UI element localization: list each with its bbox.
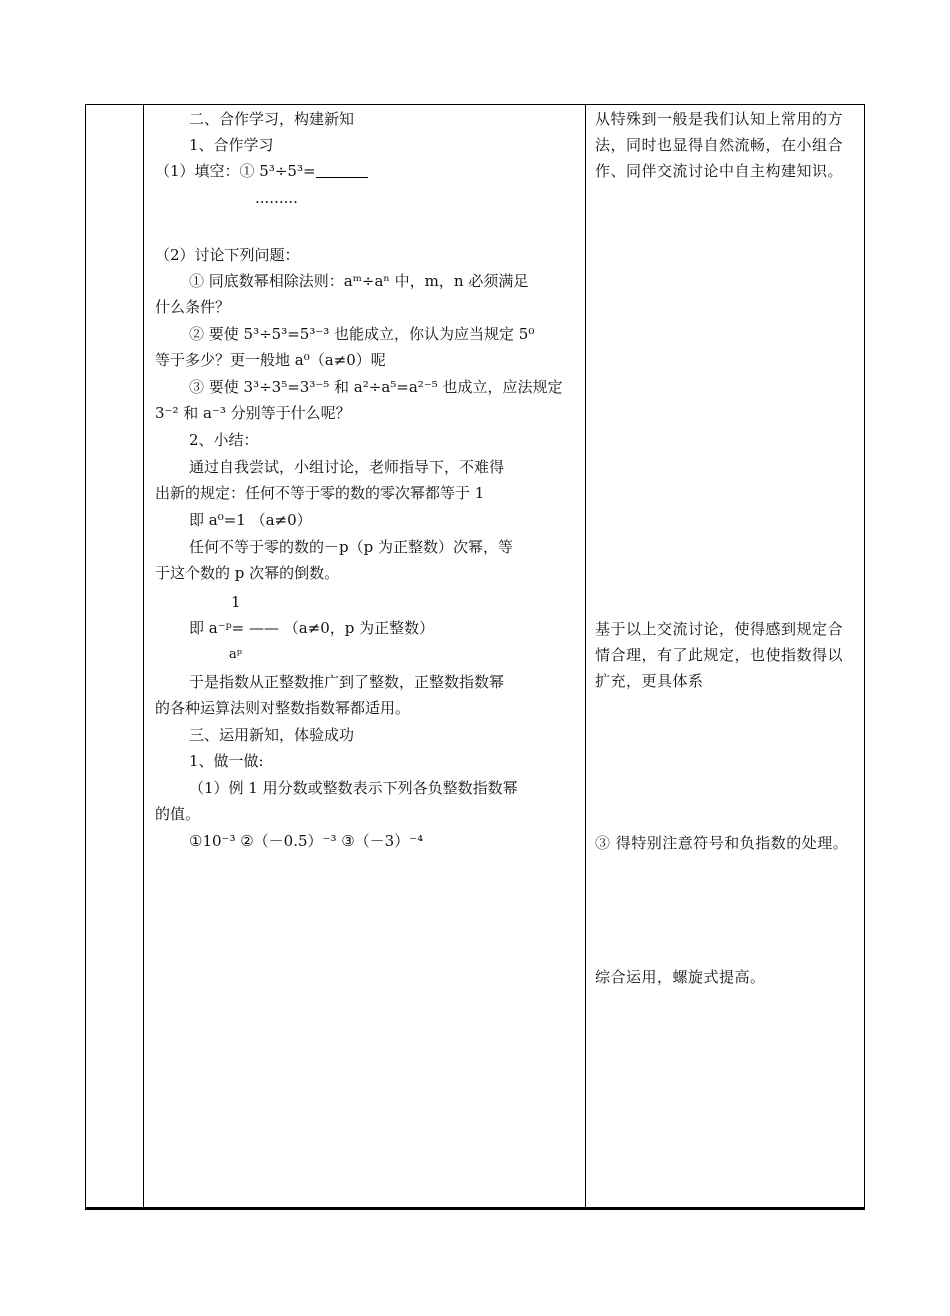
question-1-cont: 什么条件？ (155, 298, 231, 316)
subheading-cooperative: 1、合作学习 (189, 136, 274, 154)
question-3-cont: 3⁻² 和 a⁻³ 分别等于什么呢？ (155, 404, 351, 422)
note-4: 综合运用，螺旋式提高。 (595, 968, 766, 986)
example-1: （1）例 1 用分数或整数表示下列各负整数指数幂 (189, 779, 518, 797)
question-3: ③ 要使 3³÷3⁵=3³⁻⁵ 和 a²÷a⁵=a²⁻⁵ 也成立，应法规定 (189, 378, 563, 396)
ellipsis: ......... (255, 189, 298, 207)
note-3: ③ 得特别注意符号和负指数的处理。 (595, 834, 849, 852)
section-heading-3: 三、运用新知，体验成功 (189, 726, 355, 744)
negative-exponent-text-2: 于这个数的 p 次幂的倒数。 (155, 564, 340, 582)
negative-exponent-rule: 即 a⁻ᵖ= —— （a≠0，p 为正整数） (189, 619, 435, 637)
extension-text-2: 的各种运算法则对整数指数幂都适用。 (155, 699, 411, 717)
extension-text-1: 于是指数从正整数推广到了整数，正整数指数幂 (189, 673, 505, 691)
example-1-cont: 的值。 (155, 805, 201, 823)
discussion-heading: （2）讨论下列问题： (155, 246, 300, 264)
fraction-numerator: 1 (231, 593, 241, 611)
note-2: 基于以上交流讨论，使得感到规定合情合理，有了此规定，也使指数得以扩充，更具体系 (595, 620, 844, 690)
answer-blank (316, 163, 368, 178)
question-1: ① 同底数幂相除法则：aᵐ÷aⁿ 中，m，n 必须满足 (189, 272, 529, 290)
fraction-denominator: aᵖ (229, 647, 242, 662)
negative-exponent-text-1: 任何不等于零的数的－p（p 为正整数）次幂，等 (189, 538, 513, 556)
section-heading-2: 二、合作学习，构建新知 (189, 110, 355, 128)
example-1-items: ①10⁻³ ②（－0.5）⁻³ ③（－3）⁻⁴ (189, 832, 424, 850)
exercise-heading: 1、做一做: (189, 752, 264, 770)
column-divider-2 (585, 104, 586, 1208)
summary-text-2: 出新的规定：任何不等于零的数的零次幂都等于 1 (155, 484, 485, 502)
column-divider-1 (143, 104, 144, 1208)
zero-exponent-rule: 即 a⁰=1 （a≠0） (189, 511, 312, 529)
fill-blank-text: （1）填空：① 5³÷5³= (155, 162, 316, 180)
summary-heading: 2、小结： (189, 431, 259, 449)
question-2-cont: 等于多少？更一般地 a⁰（a≠0）呢 (155, 351, 386, 369)
note-1: 从特殊到一般是我们认知上常用的方法，同时也显得自然流畅，在小组合作、同伴交流讨论中自主构建知识。 (595, 110, 844, 180)
fill-blank-line (155, 158, 368, 184)
question-2: ② 要使 5³÷5³=5³⁻³ 也能成立，你认为应当规定 5⁰ (189, 325, 535, 343)
summary-text-1: 通过自我尝试，小组讨论，老师指导下，不难得 (189, 458, 505, 476)
